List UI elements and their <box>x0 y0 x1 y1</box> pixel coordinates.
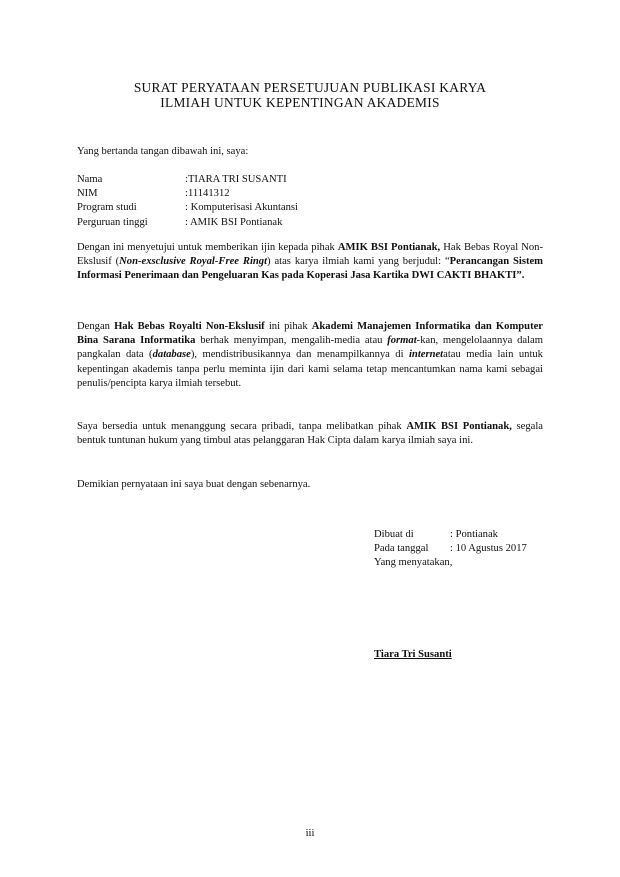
place-label: Dibuat di <box>374 529 414 540</box>
identity-value: :11141312 <box>185 188 230 200</box>
signer-name: Tiara Tri Susanti <box>374 649 452 660</box>
signature-block <box>374 528 527 571</box>
identity-table <box>77 173 298 230</box>
paragraph-closing: Demikian pernyataan ini saya buat dengan sebenarnya. <box>77 479 311 490</box>
identity-value: : Komputerisasi Akuntansi <box>185 202 298 214</box>
intro-text: Yang bertanda tangan dibawah ini, saya: <box>77 146 249 157</box>
identity-value: :TIARA TRI SUSANTI <box>185 174 287 185</box>
identity-row-nim <box>77 187 298 201</box>
identity-row-name <box>77 173 298 187</box>
paragraph-rights: Dengan Hak Bebas Royalti Non-Ekslusif ini pihak Akademi Manajemen Informatika dan Komputer Bina Sarana Informatika berhak menyimpan, mengalih-media atau format-kan, mengelolaannya dalam pangkalan data (database), mendistribusikannya dan menampilkannya di internetatau media lain untuk kepentingan akademis tanpa perlu meminta ijin dari kami selama tetap mencantumkan nama kami sebagai penulis/pencipta karya ilmiah tersebut. <box>77 321 543 389</box>
title-line-2: ILMIAH UNTUK KEPENTINGAN AKADEMIS <box>160 95 440 110</box>
identity-label: Nama <box>77 174 103 185</box>
identity-label: Program studi <box>77 202 137 214</box>
identity-label: NIM <box>77 188 98 200</box>
place-value: : Pontianak <box>450 529 498 540</box>
date-label: Pada tanggal <box>374 543 429 555</box>
identity-row-program <box>77 201 298 215</box>
identity-value: : AMIK BSI Pontianak <box>185 216 283 228</box>
paragraph-consent: Dengan ini menyetujui untuk memberikan ijin kepada pihak AMIK BSI Pontianak, Hak Bebas Royal Non-Ekslusif (Non-exsclusive Royal-Free Ringt) atas karya ilmiah kami yang berjudul: “Perancangan Sistem Informasi Penerimaan dan Pengeluaran Kas pada Koperasi Jasa Kartika DWI CAKTI BHAKTI”. <box>77 242 544 282</box>
signature-date-row <box>374 542 527 556</box>
page-number: iii <box>305 828 315 839</box>
title-line-1: SURAT PERYATAAN PERSETUJUAN PUBLIKASI KARYA <box>133 80 487 95</box>
date-value: : 10 Agustus 2017 <box>450 543 527 555</box>
signature-place-row <box>374 528 527 542</box>
declarer-text: Yang menyatakan, <box>374 557 453 569</box>
paragraph-liability: Saya bersedia untuk menanggung secara pribadi, tanpa melibatkan pihak AMIK BSI Pontianak, segala bentuk tuntunan hukum yang timbul atas pelanggaran Hak Cipta dalam karya ilmiah saya ini. <box>77 421 544 447</box>
identity-row-university <box>77 216 298 230</box>
identity-label: Perguruan tinggi <box>77 216 148 228</box>
